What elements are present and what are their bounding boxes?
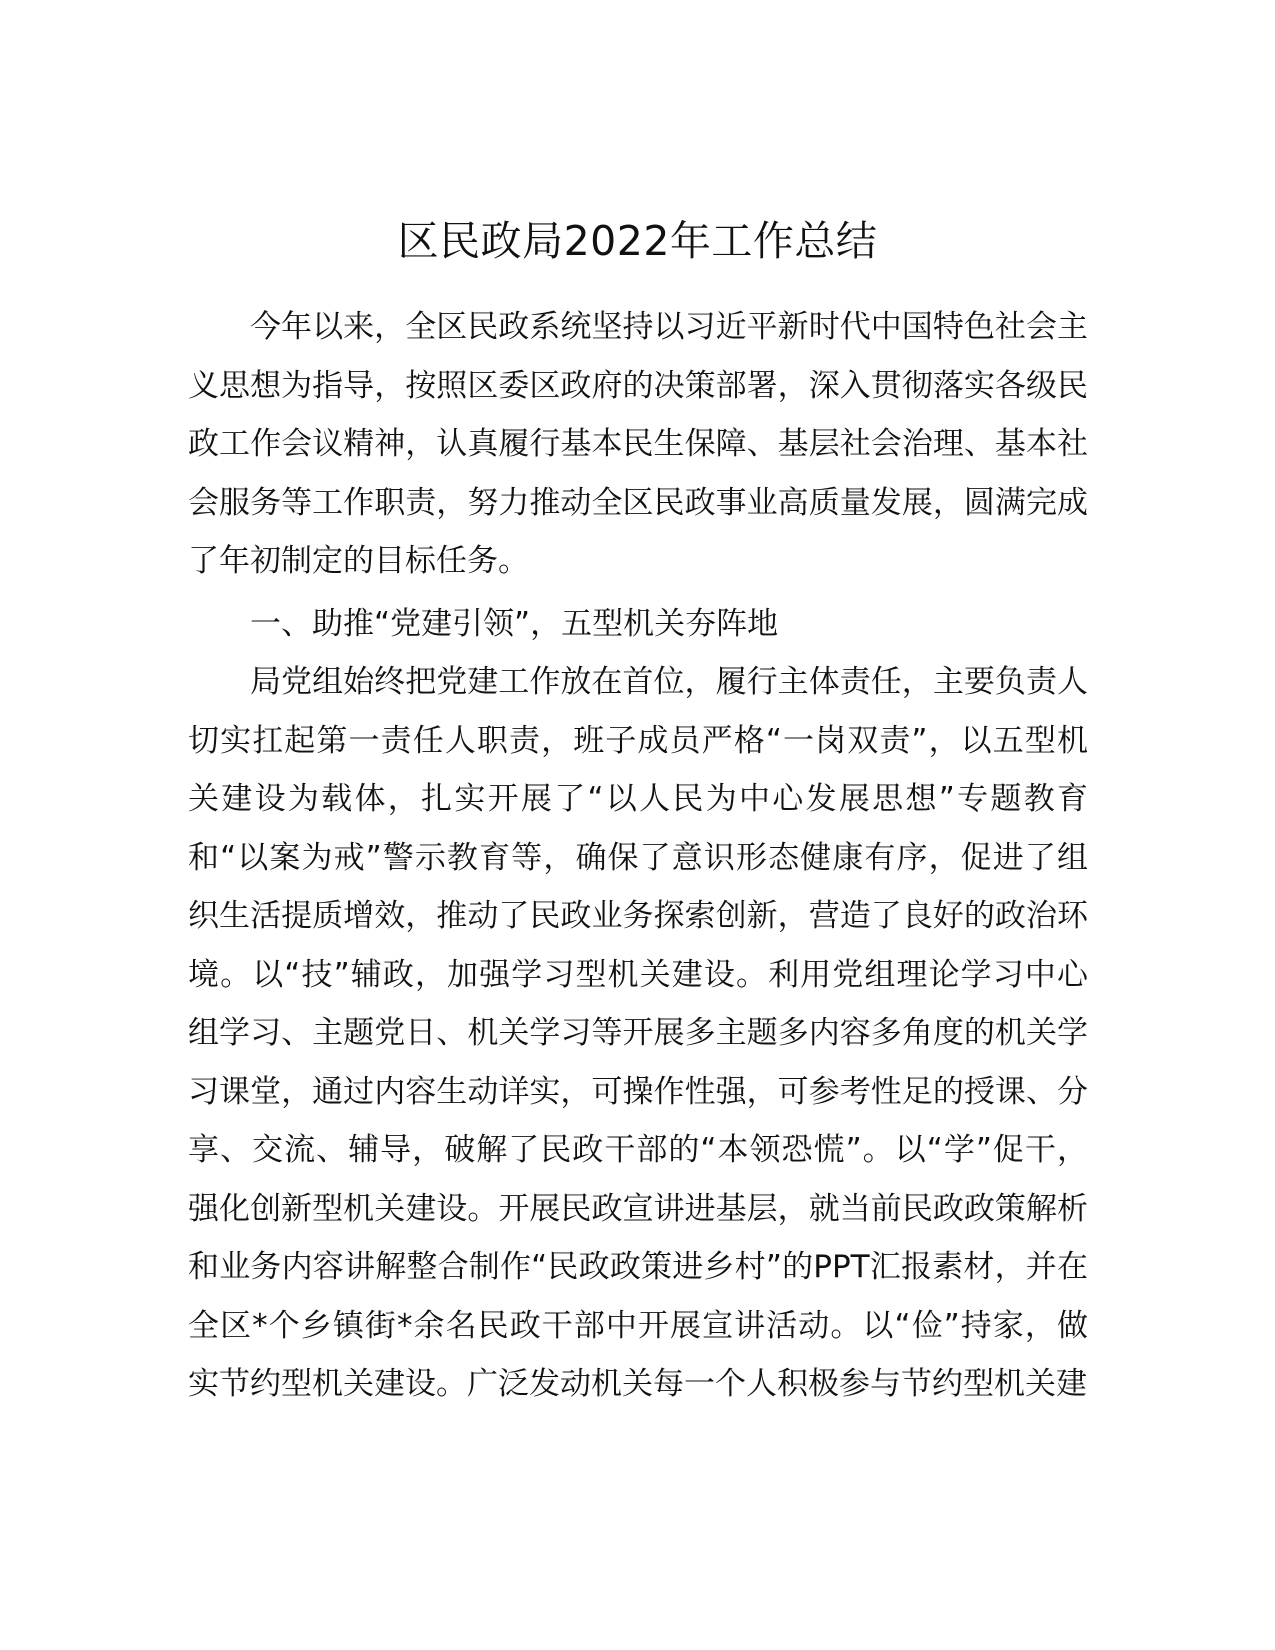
- section-heading: 一、助推“党建引领”，五型机关夯阵地: [250, 605, 779, 642]
- document-title: 区民政局2022年工作总结: [397, 217, 878, 265]
- intro-paragraph: 今年以来，全区民政系统坚持以习近平新时代中国特色社会主义思想为指导，按照区委区政府的决策部署，深入贯彻落实各级民政工作会议精神，认真履行基本民生保障、基层社会治理、基本社会服务等工作职责，努力推动全区民政事业高质量发展，圆满完成了年初制定的目标任务。: [188, 309, 1088, 579]
- document-body: [188, 298, 1088, 1414]
- section-paragraph: 局党组始终把党建工作放在首位，履行主体责任，主要负责人切实扛起第一责任人职责，班子成员严格“一岗双责”，以五型机关建设为载体，扎实开展了“以人民为中心发展思想”专题教育和“以案为戒”警示教育等，确保了意识形态健康有序，促进了组织生活提质增效，推动了民政业务探索创新，营造了良好的政治环境。以“技”辅政，加强学习型机关建设。利用党组理论学习中心组学习、主题党日、机关学习等开展多主题多内容多角度的机关学习课堂，通过内容生动详实，可操作性强，可参考性足的授课、分享、交流、辅导，破解了民政干部的“本领恐慌”。以“学”促干，强化创新型机关建设。开展民政宣讲进基层，就当前民政政策解析和业务内容讲解整合制作“民政政策进乡村”的PPT汇报素材，并在全区*个乡镇街*余名民政干部中开展宣讲活动。以“俭”持家，做实节约型机关建设。广泛发动机关每一个人积极参与节约型机关建: [188, 664, 1088, 1402]
